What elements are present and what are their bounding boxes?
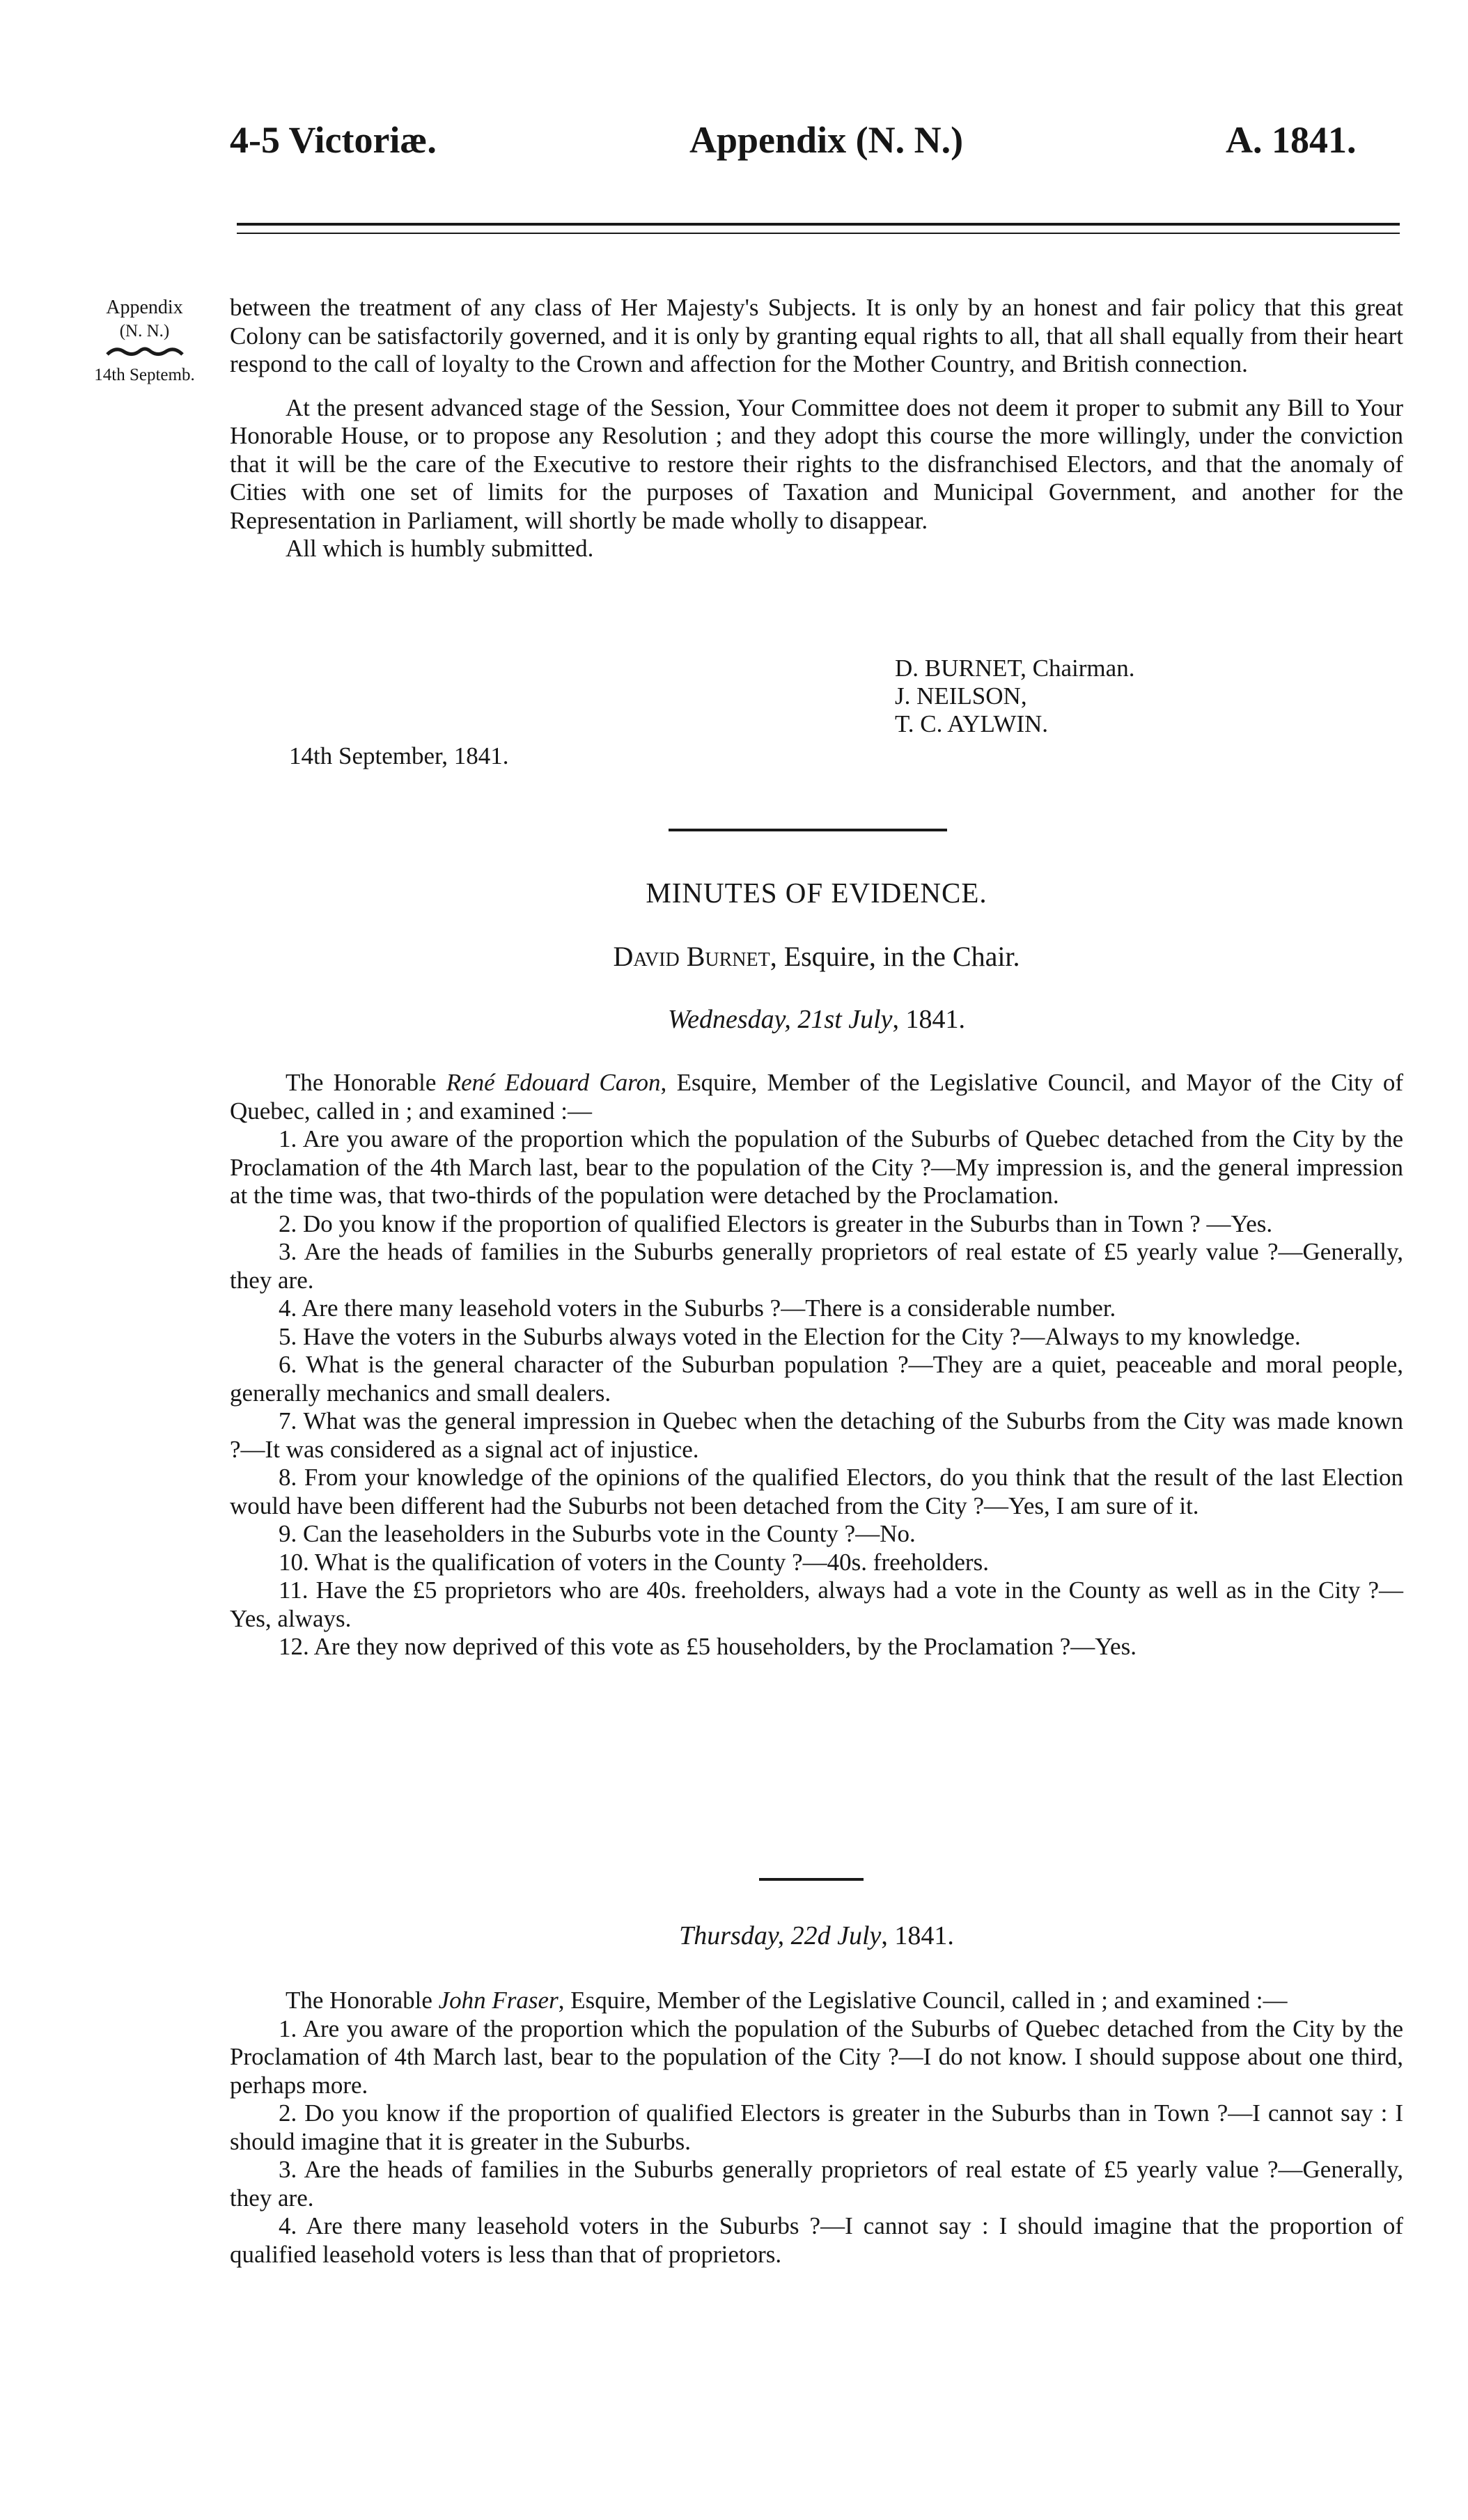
witness-prefix: The Honorable [286, 1069, 446, 1096]
session-date-ordinal: 22d July [790, 1921, 882, 1950]
question-answer: 2. Do you know if the proportion of qualified Electors is greater in the Suburbs than in Town ?—I cannot say : I should imagine that it is greater in the Suburbs. [230, 2099, 1403, 2155]
header-rule [237, 223, 1400, 234]
question-answer: 5. Have the voters in the Suburbs always voted in the Election for the City ?—Always to my knowledge. [279, 1322, 1301, 1350]
signature-chairman: D. BURNET, Chairman. [895, 655, 1135, 682]
margin-note-appendix: Appendix [106, 297, 183, 318]
signature-block [895, 655, 1134, 738]
margin-note-date: 14th Septemb. [94, 366, 195, 384]
question-answer: 3. Are the heads of families in the Suburbs generally proprietors of real estate of £5 yearly value ?—Generally, they are. [230, 2156, 1403, 2212]
chair-role: , Esquire, in the Chair. [770, 941, 1020, 972]
question-answer: 7. What was the general impression in Quebec when the detaching of the Suburbs from the City was made known ?—It was considered as a signal act of injustice. [230, 1407, 1403, 1463]
chair-name: David Burnet [613, 941, 770, 972]
signature-member: T. C. AYLWIN. [895, 710, 1049, 737]
margin-note-flourish-icon [70, 343, 219, 363]
header-appendix: Appendix (N. N.) [689, 119, 964, 161]
section-divider [669, 829, 947, 831]
session-year: , 1841. [881, 1921, 954, 1950]
question-answer: 6. What is the general character of the Suburban population ?—They are a quiet, peaceable and moral people, generally mechanics and small dealers. [230, 1351, 1403, 1407]
testimony-caron [230, 1069, 1403, 1661]
session-day: Thursday, [679, 1921, 785, 1950]
question-answer: 3. Are the heads of families in the Suburbs generally proprietors of real estate of £5 yearly value ?—Generally, they are. [230, 1238, 1403, 1294]
section-divider [759, 1878, 864, 1881]
witness-introduction [230, 1987, 1403, 2015]
report-closing: All which is humbly submitted. [286, 535, 594, 562]
margin-note-code: (N. N.) [119, 322, 170, 341]
question-answer: 1. Are you aware of the proportion which the population of the Suburbs of Quebec detached from the City by the Proclamation of the 4th March last, bear to the population of the City ?—My impression is, and the general impression at the time was, that two-thirds of the population were detached by the Proclamation. [230, 1125, 1403, 1209]
witness-name: John Fraser [438, 1987, 559, 2014]
report-date: 14th September, 1841. [289, 742, 509, 769]
question-answer: 1. Are you aware of the proportion which the population of the Suburbs of Quebec detached from the City by the Proclamation of 4th March last, bear to the population of the City ?—I do not know. I should suppose about one third, perhaps more. [230, 2014, 1403, 2099]
session-day: Wednesday, [667, 1005, 791, 1034]
question-answer: 4. Are there many leasehold voters in the Suburbs ?—I cannot say : I should imagine that the proportion of qualified leasehold voters is less than that of proprietors. [230, 2212, 1403, 2268]
testimony-fraser [230, 1987, 1403, 2269]
question-answer: 10. What is the qualification of voters in the County ?—40s. freeholders. [279, 1548, 989, 1576]
committee-report-text [230, 294, 1403, 563]
witness-prefix: The Honorable [286, 1987, 439, 2014]
minutes-title: MINUTES OF EVIDENCE. [646, 877, 987, 909]
witness-description: , Esquire, Member of the Legislative Council, called in ; and examined :— [558, 1987, 1288, 2014]
question-answer: 2. Do you know if the proportion of qualified Electors is greater in the Suburbs than in Town ? —Yes. [279, 1210, 1273, 1237]
question-answer: 9. Can the leaseholders in the Suburbs vote in the County ?—No. [279, 1520, 916, 1547]
session-date [230, 1004, 1403, 1035]
report-paragraph: between the treatment of any class of Her Majesty's Subjects. It is only by an honest and fair policy that this great Colony can be satisfactorily governed, and it is only by granting equal rights to all, that all shall equally from their heart respond to the call of loyalty to the Crown and affection for the Mother Country, and British connection. [230, 294, 1403, 377]
witness-introduction [230, 1069, 1403, 1125]
report-paragraph: At the present advanced stage of the Session, Your Committee does not deem it proper to submit any Bill to Your Honorable House, or to propose any Resolution ; and they adopt this course the more willingly, under the conviction that it will be the care of the Executive to restore their rights to the disfranchised Electors, and that the anomaly of Cities with one set of limits for the purposes of Taxation and Municipal Government, and another for the Representation in Parliament, will shortly be made wholly to disappear. [230, 393, 1403, 534]
session-date [230, 1920, 1403, 1951]
question-answer: 4. Are there many leasehold voters in the Suburbs ?—There is a considerable number. [279, 1294, 1116, 1322]
witness-description: , Esquire, Member of the Legislative Council, and Mayor of the City of Quebec, called in ; and examined :— [230, 1069, 1403, 1125]
question-answer: 12. Are they now deprived of this vote as £5 householders, by the Proclamation ?—Yes. [279, 1633, 1137, 1660]
question-answer: 11. Have the £5 proprietors who are 40s. freeholders, always had a vote in the County as well as in the City ?—Yes, always. [230, 1576, 1403, 1632]
witness-name: René Edouard Caron [446, 1069, 661, 1096]
header-session: 4-5 Victoriæ. [230, 119, 437, 161]
session-date-ordinal: 21st July [797, 1005, 893, 1034]
header-year: A. 1841. [1226, 119, 1357, 161]
question-answer: 8. From your knowledge of the opinions of the qualified Electors, do you think that the result of the last Election would have been different had the Suburbs not been detached from the City ?—Yes, I am sure of it. [230, 1464, 1403, 1519]
session-year: , 1841. [892, 1005, 966, 1034]
margin-note [70, 296, 219, 387]
chair-line [230, 940, 1403, 973]
signature-member: J. NEILSON, [895, 682, 1027, 710]
